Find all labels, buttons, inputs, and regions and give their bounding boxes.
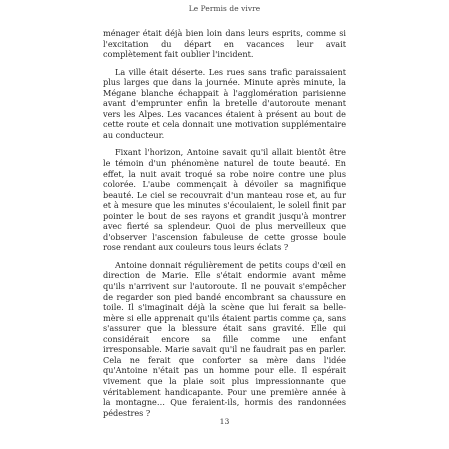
page-number: 13	[219, 417, 230, 426]
body-text	[103, 28, 346, 425]
running-header-title: Le Permis de vivre	[188, 4, 261, 13]
paragraph-2: La ville était déserte. Les rues sans trafic paraissaient plus larges que dans la journée. Minute après minute, la Mégane blanche échappait à l'agglomération parisienne avant d'emprunter enfin la bretelle d'autoroute menant vers les Alpes. Les vacances étaient à présent au bout de cette route et cela donnait une motivation supplémentaire au conducteur.	[103, 66, 346, 140]
paragraph-1: ménager était déjà bien loin dans leurs esprits, comme si l'excitation du départ en vacances leur avait complètement fait oublier l'incident.	[103, 28, 346, 60]
paragraph-3: Fixant l'horizon, Antoine savait qu'il allait bientôt être le témoin d'un phénomène naturel de toute beauté. En effet, la nuit avait troqué sa robe noire contre une plus colorée. L'aube commençait à dévoiler sa magnifique beauté. Le ciel se recouvrait d'un manteau rose et, au fur et à mesure que les minutes s'écoulaient, le soleil finit par pointer le bout de ses rayons et grandit jusqu'à montrer avec fierté sa splendeur. Quoi de plus merveilleux que d'observer l'ascension fabuleuse de cette grosse boule rose rendant aux couleurs tous leurs éclats ?	[103, 147, 346, 253]
paragraph-4: Antoine donnait régulièrement de petits coups d'œil en direction de Marie. Elle s'était endormie avant même qu'ils n'arrivent sur l'autoroute. Il ne pouvait s'empêcher de regarder son pied bandé encombrant sa chaussure en toile. Il s'imaginait déjà la scène que lui ferait sa belle-mère si elle apprenait qu'ils étaient partis comme ça, sans s'assurer que la blessure était sans gravité. Elle qui considérait encore sa fille comme une enfant irresponsable. Marie savait qu'il ne faudrait pas en parler. Cela ne ferait que conforter sa mère dans l'idée qu'Antoine n'était pas un homme pour elle. Il espérait vivement que la plaie soit plus impressionnante que véritablement handicapante. Pour une première année à la montagne… Que feraient-ils, hormis des randonnées pédestres ?	[103, 259, 346, 418]
